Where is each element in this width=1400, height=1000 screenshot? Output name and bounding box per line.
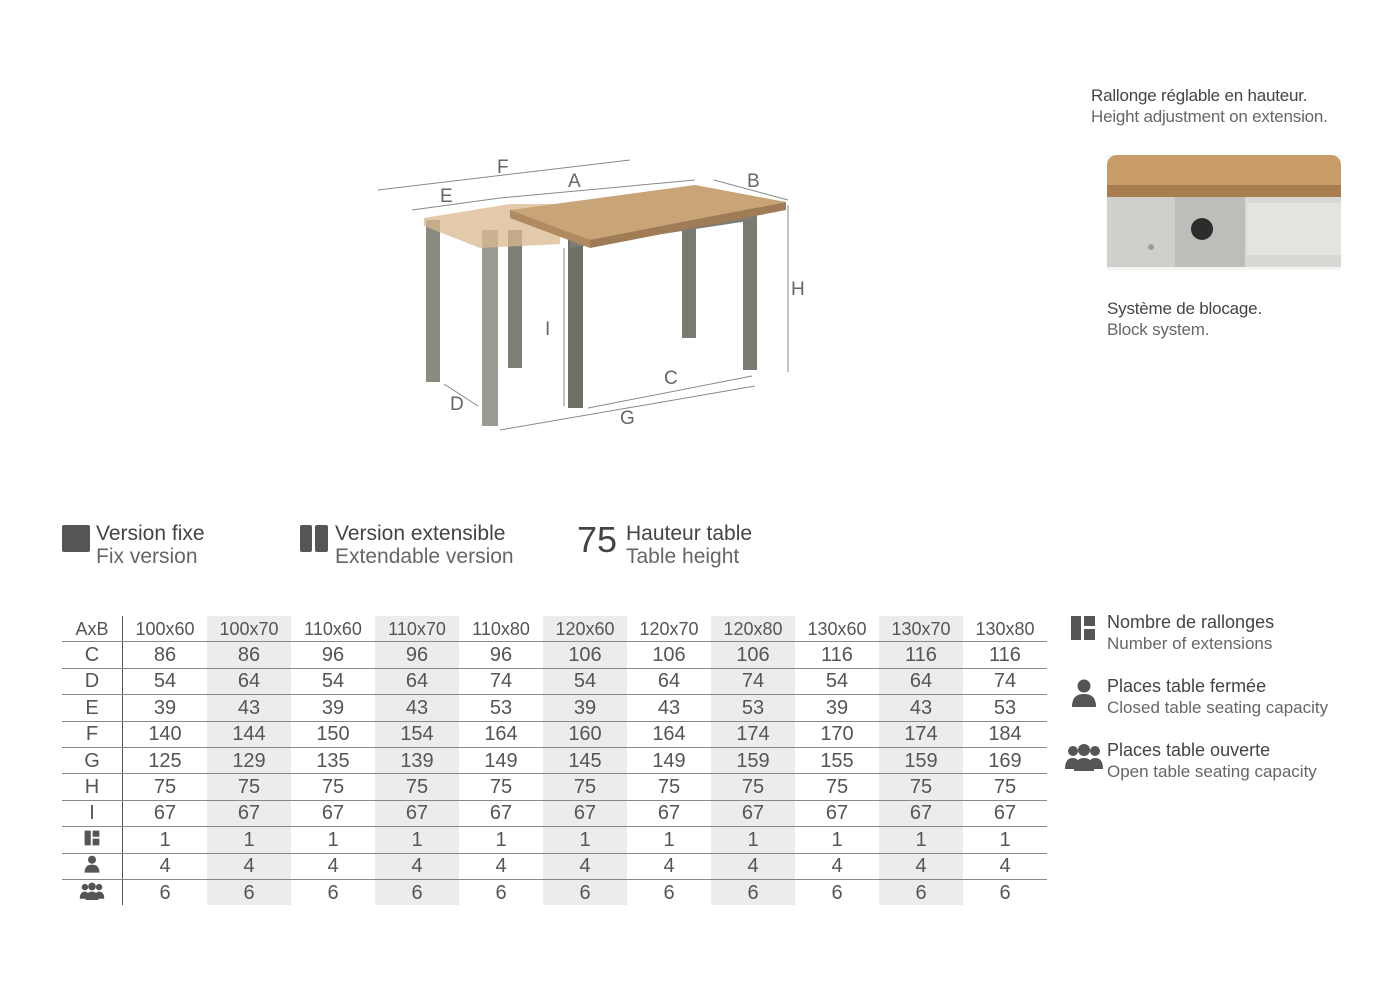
table-cell: 53 xyxy=(459,695,543,721)
table-cell: 4 xyxy=(879,853,963,879)
table-cell: 144 xyxy=(207,721,291,747)
table-cell: 6 xyxy=(207,879,291,905)
table-cell: 169 xyxy=(963,747,1047,773)
table-cell: 4 xyxy=(459,853,543,879)
table-cell: 139 xyxy=(375,747,459,773)
table-cell: 1 xyxy=(711,827,795,853)
table-row xyxy=(62,668,1047,694)
table-cell: 67 xyxy=(123,800,208,826)
table-cell: 1 xyxy=(879,827,963,853)
table-cell: 39 xyxy=(291,695,375,721)
two-panel-icon xyxy=(300,525,328,552)
table-cell: 6 xyxy=(879,879,963,905)
table-cell: 86 xyxy=(123,642,208,668)
table-cell: 4 xyxy=(627,853,711,879)
table-cell: 6 xyxy=(543,879,627,905)
table-cell: 106 xyxy=(543,642,627,668)
dim-label-c: C xyxy=(664,368,678,389)
extension-note-title: Rallonge réglable en hauteur. xyxy=(1091,86,1308,105)
table-header-row xyxy=(62,616,1047,642)
table-cell: 54 xyxy=(543,668,627,694)
solid-square-icon xyxy=(62,525,90,552)
table-cell: 53 xyxy=(963,695,1047,721)
table-cell: 75 xyxy=(543,774,627,800)
table-cell: 116 xyxy=(963,642,1047,668)
table-cell: 125 xyxy=(123,747,208,773)
dim-label-h: H xyxy=(791,279,805,300)
legend-fix-subtitle: Fix version xyxy=(96,545,198,568)
table-cell: 184 xyxy=(963,721,1047,747)
size-header: 100x70 xyxy=(207,616,291,642)
table-cell: 6 xyxy=(495,881,507,904)
table-cell: 4 xyxy=(291,853,375,879)
table-cell: 75 xyxy=(879,774,963,800)
table-cell: 67 xyxy=(711,800,795,826)
table-cell: 75 xyxy=(963,774,1047,800)
table-cell: 67 xyxy=(459,800,543,826)
table-cell: 159 xyxy=(711,747,795,773)
block-system-photo xyxy=(1107,155,1341,270)
table-cell: 43 xyxy=(627,695,711,721)
size-header: 110x70 xyxy=(375,616,459,642)
table-cell: 54 xyxy=(123,668,208,694)
size-header: 110x60 xyxy=(291,616,375,642)
table-cell: 64 xyxy=(879,668,963,694)
table-cell: 116 xyxy=(879,642,963,668)
person-icon xyxy=(1071,679,1097,707)
side-legend-closed-title: Places table fermée xyxy=(1107,676,1267,696)
dim-label-b: B xyxy=(747,171,760,192)
table-cell: 75 xyxy=(711,774,795,800)
table-cell: 4 xyxy=(543,853,627,879)
extensions-icon xyxy=(62,827,123,853)
person-icon xyxy=(62,853,123,879)
table-cell: 86 xyxy=(207,642,291,668)
header-axb: AxB xyxy=(62,616,123,642)
legend-height-title: Hauteur table xyxy=(626,522,753,545)
side-legend-open-subtitle: Open table seating capacity xyxy=(1107,762,1317,781)
table-cell: 6 xyxy=(999,881,1011,904)
row-label: I xyxy=(62,800,123,826)
table-cell: 4 xyxy=(795,853,879,879)
table-cell: 1 xyxy=(627,827,711,853)
table-cell: 1 xyxy=(543,827,627,853)
table-cell: 174 xyxy=(879,721,963,747)
table-cell: 75 xyxy=(459,774,543,800)
table-cell: 39 xyxy=(543,695,627,721)
table-cell: 54 xyxy=(795,668,879,694)
table-cell: 67 xyxy=(795,800,879,826)
table-cell: 67 xyxy=(291,800,375,826)
table-cell: 4 xyxy=(711,853,795,879)
table-cell: 67 xyxy=(207,800,291,826)
table-row xyxy=(62,827,1047,853)
table-cell: 74 xyxy=(459,668,543,694)
row-label: D xyxy=(62,668,123,694)
table-cell: 67 xyxy=(963,800,1047,826)
table-row xyxy=(62,695,1047,721)
dim-label-d: D xyxy=(450,394,464,415)
dim-label-g: G xyxy=(620,408,635,429)
table-cell: 1 xyxy=(291,827,375,853)
dim-label-i: I xyxy=(545,319,551,340)
row-label: F xyxy=(62,721,123,747)
table-cell: 39 xyxy=(795,695,879,721)
table-cell: 4 xyxy=(123,853,208,879)
table-cell: 150 xyxy=(291,721,375,747)
table-cell: 75 xyxy=(795,774,879,800)
table-cell: 129 xyxy=(207,747,291,773)
block-system-subtitle: Block system. xyxy=(1107,320,1210,339)
table-cell: 43 xyxy=(207,695,291,721)
table-cell: 75 xyxy=(207,774,291,800)
table-cell: 106 xyxy=(627,642,711,668)
size-header: 120x60 xyxy=(543,616,627,642)
table-cell: 74 xyxy=(711,668,795,694)
size-header: 130x80 xyxy=(963,616,1047,642)
table-dimension-diagram xyxy=(360,140,820,440)
table-cell: 145 xyxy=(543,747,627,773)
table-cell: 159 xyxy=(879,747,963,773)
row-label: G xyxy=(62,747,123,773)
table-cell: 170 xyxy=(795,721,879,747)
table-row xyxy=(62,853,1047,879)
legend-ext-title: Version extensible xyxy=(335,522,506,545)
table-cell: 96 xyxy=(459,642,543,668)
table-row xyxy=(62,642,1047,668)
table-cell: 74 xyxy=(963,668,1047,694)
table-cell: 1 xyxy=(795,827,879,853)
extensions-icon xyxy=(1070,615,1096,641)
table-cell: 67 xyxy=(543,800,627,826)
dim-label-a: A xyxy=(568,171,581,192)
table-cell: 96 xyxy=(291,642,375,668)
size-header: 120x70 xyxy=(627,616,711,642)
table-cell: 6 xyxy=(327,881,339,904)
table-cell: 1 xyxy=(207,827,291,853)
table-cell: 64 xyxy=(207,668,291,694)
table-cell: 64 xyxy=(627,668,711,694)
table-cell: 75 xyxy=(123,774,208,800)
table-cell: 54 xyxy=(291,668,375,694)
side-legend-open-title: Places table ouverte xyxy=(1107,740,1271,760)
table-cell: 149 xyxy=(627,747,711,773)
group-icon xyxy=(62,879,123,905)
table-cell: 154 xyxy=(375,721,459,747)
table-cell: 64 xyxy=(375,668,459,694)
legend-ext-subtitle: Extendable version xyxy=(335,545,514,568)
table-top xyxy=(424,185,786,248)
table-cell: 1 xyxy=(123,827,208,853)
dim-label-f: F xyxy=(497,157,509,178)
table-row xyxy=(62,721,1047,747)
side-legend-closed-subtitle: Closed table seating capacity xyxy=(1107,698,1329,717)
dim-label-e: E xyxy=(440,186,453,207)
table-row xyxy=(62,774,1047,800)
dimensions-table xyxy=(62,616,1047,905)
table-cell: 96 xyxy=(375,642,459,668)
table-cell: 155 xyxy=(795,747,879,773)
table-cell: 106 xyxy=(711,642,795,668)
table-cell: 149 xyxy=(459,747,543,773)
row-label: C xyxy=(62,642,123,668)
height-value: 75 xyxy=(577,519,618,560)
table-cell: 67 xyxy=(375,800,459,826)
side-legend-extensions-subtitle: Number of extensions xyxy=(1107,634,1273,653)
table-cell: 6 xyxy=(663,881,675,904)
table-cell: 43 xyxy=(879,695,963,721)
side-legend-extensions-title: Nombre de rallonges xyxy=(1107,612,1275,632)
legend-fix-title: Version fixe xyxy=(96,522,205,545)
table-cell: 4 xyxy=(375,853,459,879)
extension-note-subtitle: Height adjustment on extension. xyxy=(1091,107,1328,126)
block-system-title: Système de blocage. xyxy=(1107,299,1262,318)
table-cell: 164 xyxy=(627,721,711,747)
legend-height-subtitle: Table height xyxy=(626,545,740,568)
table-cell: 4 xyxy=(963,853,1047,879)
table-cell: 75 xyxy=(291,774,375,800)
table-cell: 1 xyxy=(375,827,459,853)
table-cell: 140 xyxy=(123,721,208,747)
table-cell: 75 xyxy=(375,774,459,800)
table-cell: 116 xyxy=(795,642,879,668)
table-cell: 164 xyxy=(459,721,543,747)
table-cell: 174 xyxy=(711,721,795,747)
size-header: 120x80 xyxy=(711,616,795,642)
row-label: H xyxy=(62,774,123,800)
table-row xyxy=(62,747,1047,773)
row-label: E xyxy=(62,695,123,721)
size-header: 100x60 xyxy=(123,616,208,642)
table-cell: 6 xyxy=(375,879,459,905)
table-cell: 1 xyxy=(963,827,1047,853)
table-cell: 75 xyxy=(627,774,711,800)
table-row xyxy=(62,879,1047,905)
table-cell: 67 xyxy=(879,800,963,826)
table-cell: 39 xyxy=(123,695,208,721)
table-cell: 135 xyxy=(291,747,375,773)
table-cell: 6 xyxy=(159,881,171,904)
size-header: 130x70 xyxy=(879,616,963,642)
size-header: 110x80 xyxy=(459,616,543,642)
size-header: 130x60 xyxy=(795,616,879,642)
table-cell: 53 xyxy=(711,695,795,721)
table-cell: 67 xyxy=(627,800,711,826)
table-cell: 160 xyxy=(543,721,627,747)
table-cell: 6 xyxy=(711,879,795,905)
table-cell: 43 xyxy=(375,695,459,721)
table-cell: 1 xyxy=(459,827,543,853)
table-row xyxy=(62,800,1047,826)
group-icon xyxy=(1065,743,1103,771)
table-cell: 6 xyxy=(831,881,843,904)
table-cell: 4 xyxy=(207,853,291,879)
